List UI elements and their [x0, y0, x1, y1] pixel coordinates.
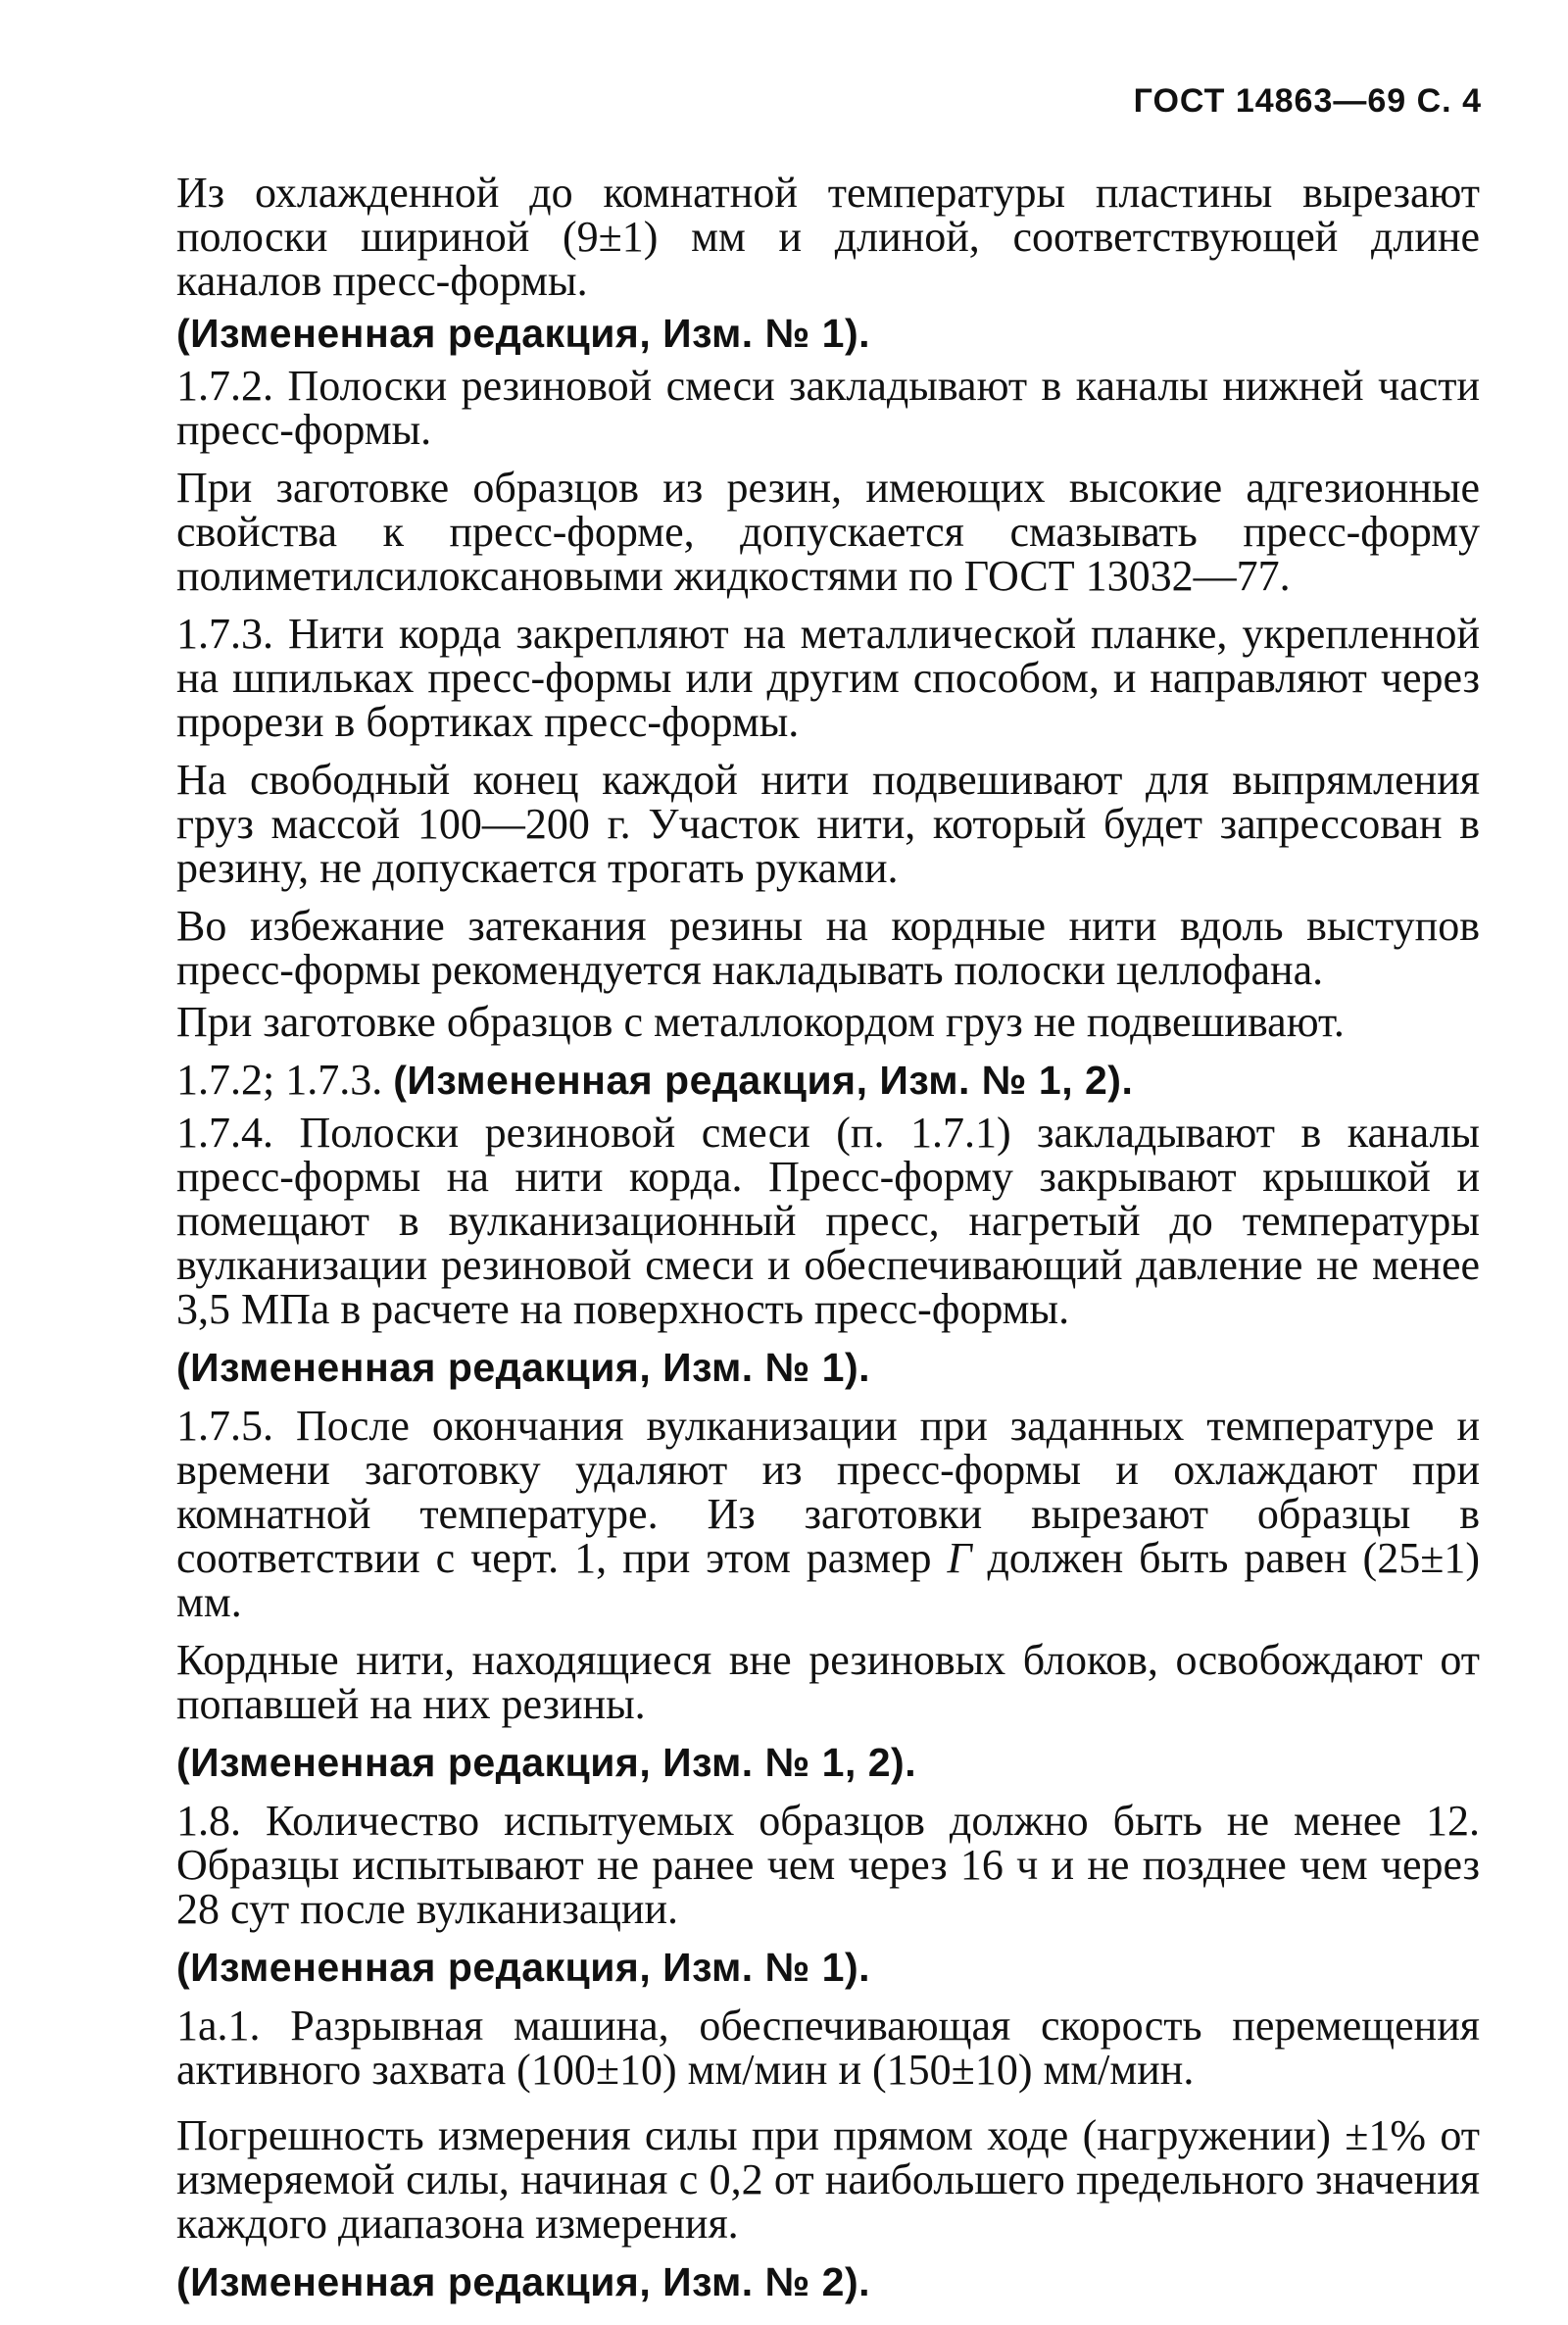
paragraph: Из охлажденной до комнатной температуры пластины вырезают полоски шириной (9±1) мм и длиной, соответствующей длине каналов пресс-формы. [176, 169, 1480, 305]
amendment-note [176, 1740, 1480, 1785]
amendment-note-text: (Измененная редакция, Изм. № 1). [176, 1945, 871, 1990]
amendment-note [176, 311, 1480, 356]
amendment-note [176, 2259, 1480, 2304]
amendment-note-text: (Измененная редакция, Изм. № 1, 2). [176, 1740, 917, 1785]
paragraph: На свободный конец каждой нити подвешивают для выпрямления груз массой 100—200 г. Участок нити, который будет запрессован в резину, не допускается трогать руками. [176, 756, 1480, 892]
paragraph [176, 1404, 1480, 1624]
amendment-note-text: (Измененная редакция, Изм. № 1, 2). [393, 1058, 1134, 1103]
document-body [176, 171, 1480, 2304]
paragraph: 1.7.3. Нити корда закрепляют на металлической планке, укрепленной на шпильках пресс-формы или другим способом, и направляют через прорези в бортиках пресс-формы. [176, 610, 1480, 746]
paragraph: Кордные нити, находящиеся вне резиновых блоков, освобождают от попавшей на них резины. [176, 1636, 1480, 1728]
paragraph-text: 1.7.5. После окончания вулканизации при заданных температуре и времени заготовку удаляют из пресс-формы и охлаждают при комнатной температуре. Из заготовки вырезают образцы в соответствии с черт. 1, при этом размер [176, 1402, 1480, 1582]
page-header: ГОСТ 14863—69 С. 4 [1133, 82, 1482, 120]
paragraph: Во избежание затекания резины на кордные нити вдоль выступов пресс-формы рекомендуется накладывать полоски целлофана. [176, 902, 1480, 994]
dimension-symbol: Г [947, 1534, 972, 1582]
amendment-note-text: (Измененная редакция, Изм. № 2). [176, 2259, 871, 2304]
paragraph: Погрешность измерения силы при прямом ходе (нагружении) ±1% от измеряемой силы, начиная с 0,2 от наибольшего предельного значения каждого диапазона измерения. [176, 2111, 1480, 2248]
amendment-note [176, 1945, 1480, 1990]
paragraph-text: должен быть равен (25±1) мм. [176, 1534, 1480, 1626]
amendment-prefix: 1.7.2; 1.7.3. [176, 1056, 394, 1104]
paragraph: 1а.1. Разрывная машина, обеспечивающая скорость перемещения активного захвата (100±10) мм/мин и (150±10) мм/мин. [176, 2002, 1480, 2094]
amendment-note-text: (Измененная редакция, Изм. № 1). [176, 1345, 871, 1390]
amendment-note [176, 1058, 1480, 1103]
paragraph: При заготовке образцов с металлокордом груз не подвешивают. [176, 998, 1345, 1046]
paragraph: При заготовке образцов из резин, имеющих высокие адгезионные свойства к пресс-форме, допускается смазывать пресс-форму полиметилсилоксановыми жидкостями по ГОСТ 13032—77. [176, 464, 1480, 600]
amendment-note [176, 1345, 1480, 1390]
paragraph: 1.7.4. Полоски резиновой смеси (п. 1.7.1) закладывают в каналы пресс-формы на нити корда. Пресс-форму закрывают крышкой и помещают в вулканизационный пресс, нагретый до температуры вулканизации резиновой смеси и обеспечивающий давление не менее 3,5 МПа в расчете на поверхность пресс-формы. [176, 1109, 1480, 1333]
paragraph: 1.7.2. Полоски резиновой смеси закладывают в каналы нижней части пресс-формы. [176, 362, 1480, 454]
paragraph: 1.8. Количество испытуемых образцов должно быть не менее 12. Образцы испытывают не ранее чем через 16 ч и не позднее чем через 28 сут после вулканизации. [176, 1797, 1480, 1933]
amendment-note-text: (Измененная редакция, Изм. № 1). [176, 311, 871, 356]
